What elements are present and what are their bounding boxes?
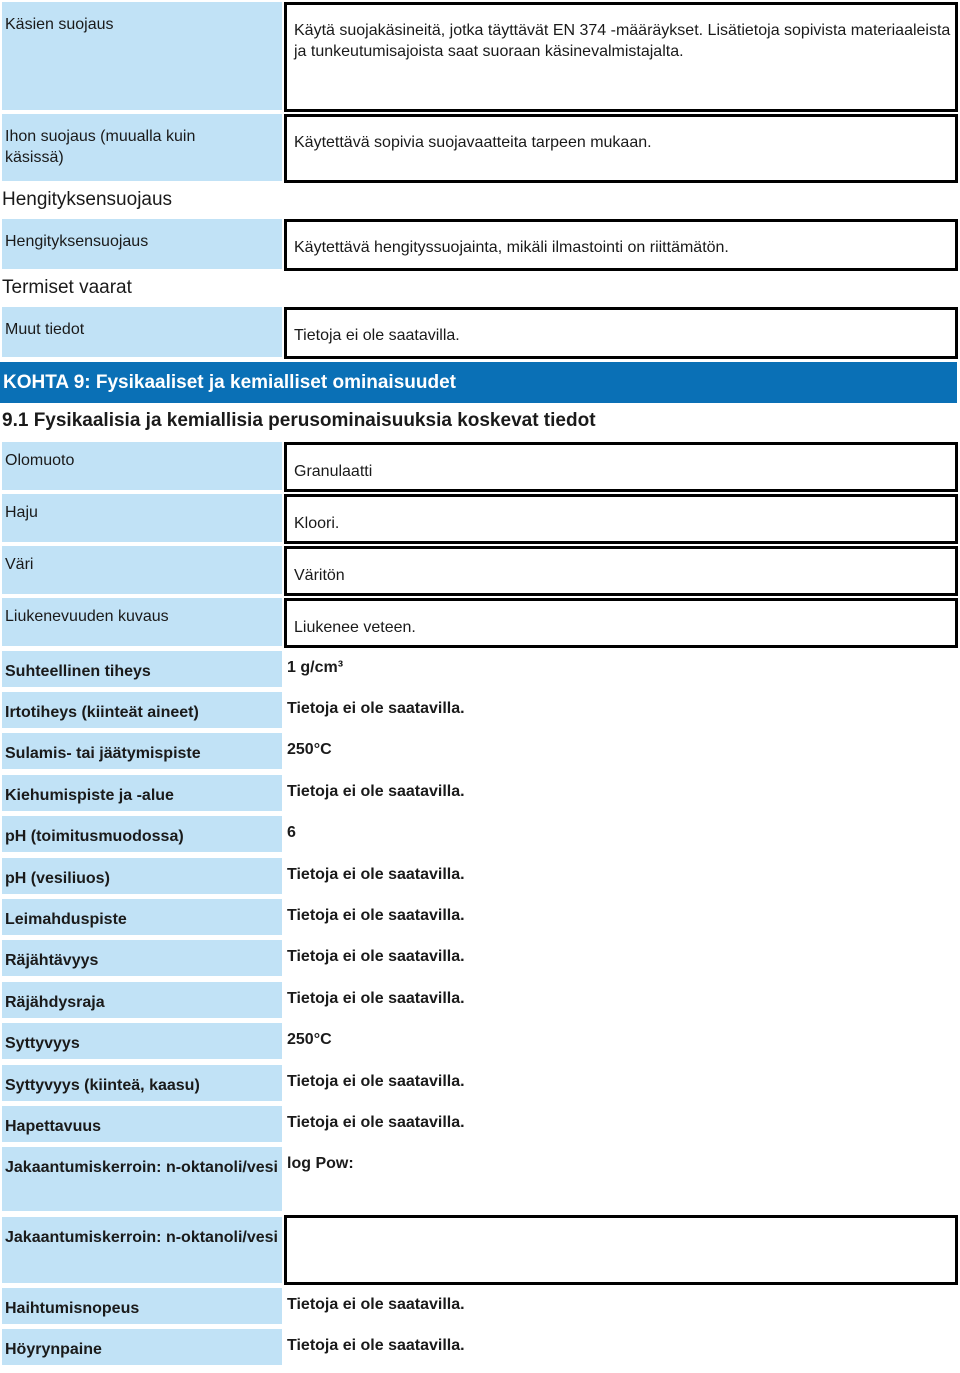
evaporation-rate-value: Tietoja ei ole saatavilla. bbox=[287, 1296, 465, 1313]
flash-point-label: Leimahduspiste bbox=[2, 899, 282, 935]
section-9-1-subtitle: 9.1 Fysikaalisia ja kemiallisia perusominaisuuksia koskevat tiedot bbox=[2, 410, 596, 431]
relative-density-value: 1 g/cm³ bbox=[287, 659, 344, 676]
bulk-density-label: Irtotiheys (kiinteät aineet) bbox=[2, 692, 282, 728]
odour-label: Haju bbox=[2, 494, 282, 542]
colour-value: Väritön bbox=[284, 546, 958, 596]
appearance-value: Granulaatti bbox=[284, 442, 958, 492]
explosion-limit-value: Tietoja ei ole saatavilla. bbox=[287, 990, 465, 1007]
boiling-point-value: Tietoja ei ole saatavilla. bbox=[287, 783, 465, 800]
flammability-solid-gas-value: Tietoja ei ole saatavilla. bbox=[287, 1073, 465, 1090]
skin-protection-value: Käytettävä sopivia suojavaatteita tarpeen mukaan. bbox=[284, 114, 958, 183]
melting-point-value: 250°C bbox=[287, 741, 332, 758]
flammability-solid-gas-label: Syttyvyys (kiinteä, kaasu) bbox=[2, 1065, 282, 1101]
hand-protection-label: Käsien suojaus bbox=[2, 2, 282, 110]
partition-coefficient-value-2 bbox=[284, 1215, 958, 1285]
boiling-point-label: Kiehumispiste ja -alue bbox=[2, 775, 282, 811]
respiratory-value: Käytettävä hengityssuojainta, mikäli ilmastointi on riittämätön. bbox=[284, 219, 958, 271]
evaporation-rate-label: Haihtumisnopeus bbox=[2, 1288, 282, 1324]
odour-value: Kloori. bbox=[284, 494, 958, 544]
explosivity-value: Tietoja ei ole saatavilla. bbox=[287, 948, 465, 965]
partition-coefficient-label-1: Jakaantumiskerroin: n-oktanoli/vesi bbox=[2, 1147, 282, 1211]
vapour-pressure-label: Höyrynpaine bbox=[2, 1329, 282, 1365]
partition-coefficient-value-1: log Pow: bbox=[287, 1155, 354, 1172]
partition-coefficient-label-2: Jakaantumiskerroin: n-oktanoli/vesi bbox=[2, 1217, 282, 1283]
thermal-hazards-heading: Termiset vaarat bbox=[2, 277, 132, 298]
ph-delivered-value: 6 bbox=[287, 824, 296, 841]
bulk-density-value: Tietoja ei ole saatavilla. bbox=[287, 700, 465, 717]
other-info-label: Muut tiedot bbox=[2, 307, 282, 357]
hand-protection-value: Käytä suojakäsineitä, jotka täyttävät EN 374 -määräykset. Lisätietoja sopivista materiaaleista ja tunkeutumisajoista saat suoraan käsinevalmistajalta. bbox=[284, 2, 958, 112]
flammability-label: Syttyvyys bbox=[2, 1023, 282, 1059]
explosion-limit-label: Räjähdysraja bbox=[2, 982, 282, 1018]
respiratory-heading: Hengityksensuojaus bbox=[2, 189, 173, 210]
section-9-title: KOHTA 9: Fysikaaliset ja kemialliset ominaisuudet bbox=[0, 362, 957, 403]
vapour-pressure-value: Tietoja ei ole saatavilla. bbox=[287, 1337, 465, 1354]
oxidising-value: Tietoja ei ole saatavilla. bbox=[287, 1114, 465, 1131]
oxidising-label: Hapettavuus bbox=[2, 1106, 282, 1142]
explosivity-label: Räjähtävyys bbox=[2, 940, 282, 976]
solubility-label: Liukenevuuden kuvaus bbox=[2, 598, 282, 646]
ph-solution-label: pH (vesiliuos) bbox=[2, 858, 282, 894]
appearance-label: Olomuoto bbox=[2, 442, 282, 490]
melting-point-label: Sulamis- tai jäätymispiste bbox=[2, 733, 282, 769]
flammability-value: 250°C bbox=[287, 1031, 332, 1048]
skin-protection-label: Ihon suojaus (muualla kuin käsissä) bbox=[2, 114, 282, 181]
relative-density-label: Suhteellinen tiheys bbox=[2, 651, 282, 687]
flash-point-value: Tietoja ei ole saatavilla. bbox=[287, 907, 465, 924]
respiratory-label: Hengityksensuojaus bbox=[2, 219, 282, 269]
colour-label: Väri bbox=[2, 546, 282, 594]
ph-solution-value: Tietoja ei ole saatavilla. bbox=[287, 866, 465, 883]
other-info-value: Tietoja ei ole saatavilla. bbox=[284, 307, 958, 359]
ph-delivered-label: pH (toimitusmuodossa) bbox=[2, 816, 282, 852]
solubility-value: Liukenee veteen. bbox=[284, 598, 958, 648]
